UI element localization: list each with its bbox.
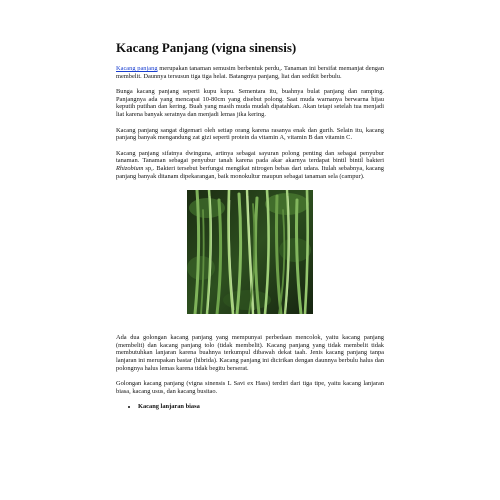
symbiosis-text-after: sp,. Bakteri tersebut berfungsi mengikat nitrogen bebas dari udara. Itulah sebabnya, kacang panjang banyak ditanam dipekarangan, baik monokultur maupun sebagai tanaman sela (campur). [116, 164, 384, 180]
symbiosis-text-before: Kacang panjang sifatnya dwinguna, artinya sebagai sayuran polong penting dan sebagai penyubur tanaman. Tanaman sebagai penyubur tanah karena pada akar akarnya terdapat bintil bintil bakteri [116, 149, 384, 165]
nutrition-paragraph: Kacang panjang sangat digemari oleh setiap orang karena rasanya enak dan gurih. Selain itu, kacang panjang banyak mengandung zat gizi seperti protein da vitamin A, vitamin B dan vitamin C. [116, 126, 384, 142]
long-bean-pods-photo [187, 190, 313, 314]
document-title: Kacang Panjang (vigna sinensis) [116, 40, 297, 55]
classification-paragraph: Golongan kacang panjang (vigna sinensis L Savi ex Hass) terdiri dari tiga tipe, yaitu kacang lanjaran biasa, kacang usus, dan kacang busitao. [116, 380, 384, 395]
bullet-list [116, 403, 384, 411]
types-paragraph: Ada dua golongan kacang panjang yang mempunyai perbedaan mencolok, yaitu kacang panjang (membelit) dan kacang panjang tolo (tidak membelit). Kacang panjang yang tidak membelit tidak membutuhkan lanjaran karena buahnya terkumpul dibawah dekat taah. Jenis kacang panjang tanpa lanjaran ini merupakan bastar (hibrida). Kacang panjang ini dicirikan dengan daunnya berbulu halus dan polongnya halus lemas karena tidak begitu berserat. [116, 334, 384, 372]
intro-text: merupakan tanaman semusim berbentuk perdu,. Tanaman ini bersifat memanjat dengan membelit. Daunnya tersusun tiga tiga helai. Batangnya panjang, liat dan sedikit berbulu. [116, 65, 384, 80]
symbiosis-paragraph [116, 150, 384, 180]
flower-paragraph: Bunga kacang panjang seperti kupu kupu. Sementara itu, buahnya bulat panjang dan ramping. Panjangnya ada yang mencapai 10-80cm yang disebut polong. Saat muda warnanya berwarna hijau keputih putihan dan kering. Buah yang masih muda mudah dipatahkan. Akan tetapi setelah tua menjadi liat karena banyak seratnya dan menjadi lemas jika kering. [116, 88, 384, 118]
kacang-panjang-link[interactable]: Kacang panjang [116, 65, 158, 72]
intro-paragraph [116, 65, 384, 80]
list-item: • Kacang lanjaran biasa [138, 403, 384, 411]
rhizobium-italic: Rhizobium [116, 164, 144, 172]
document-content [116, 40, 384, 411]
long-bean-pods-illustration [187, 190, 313, 314]
